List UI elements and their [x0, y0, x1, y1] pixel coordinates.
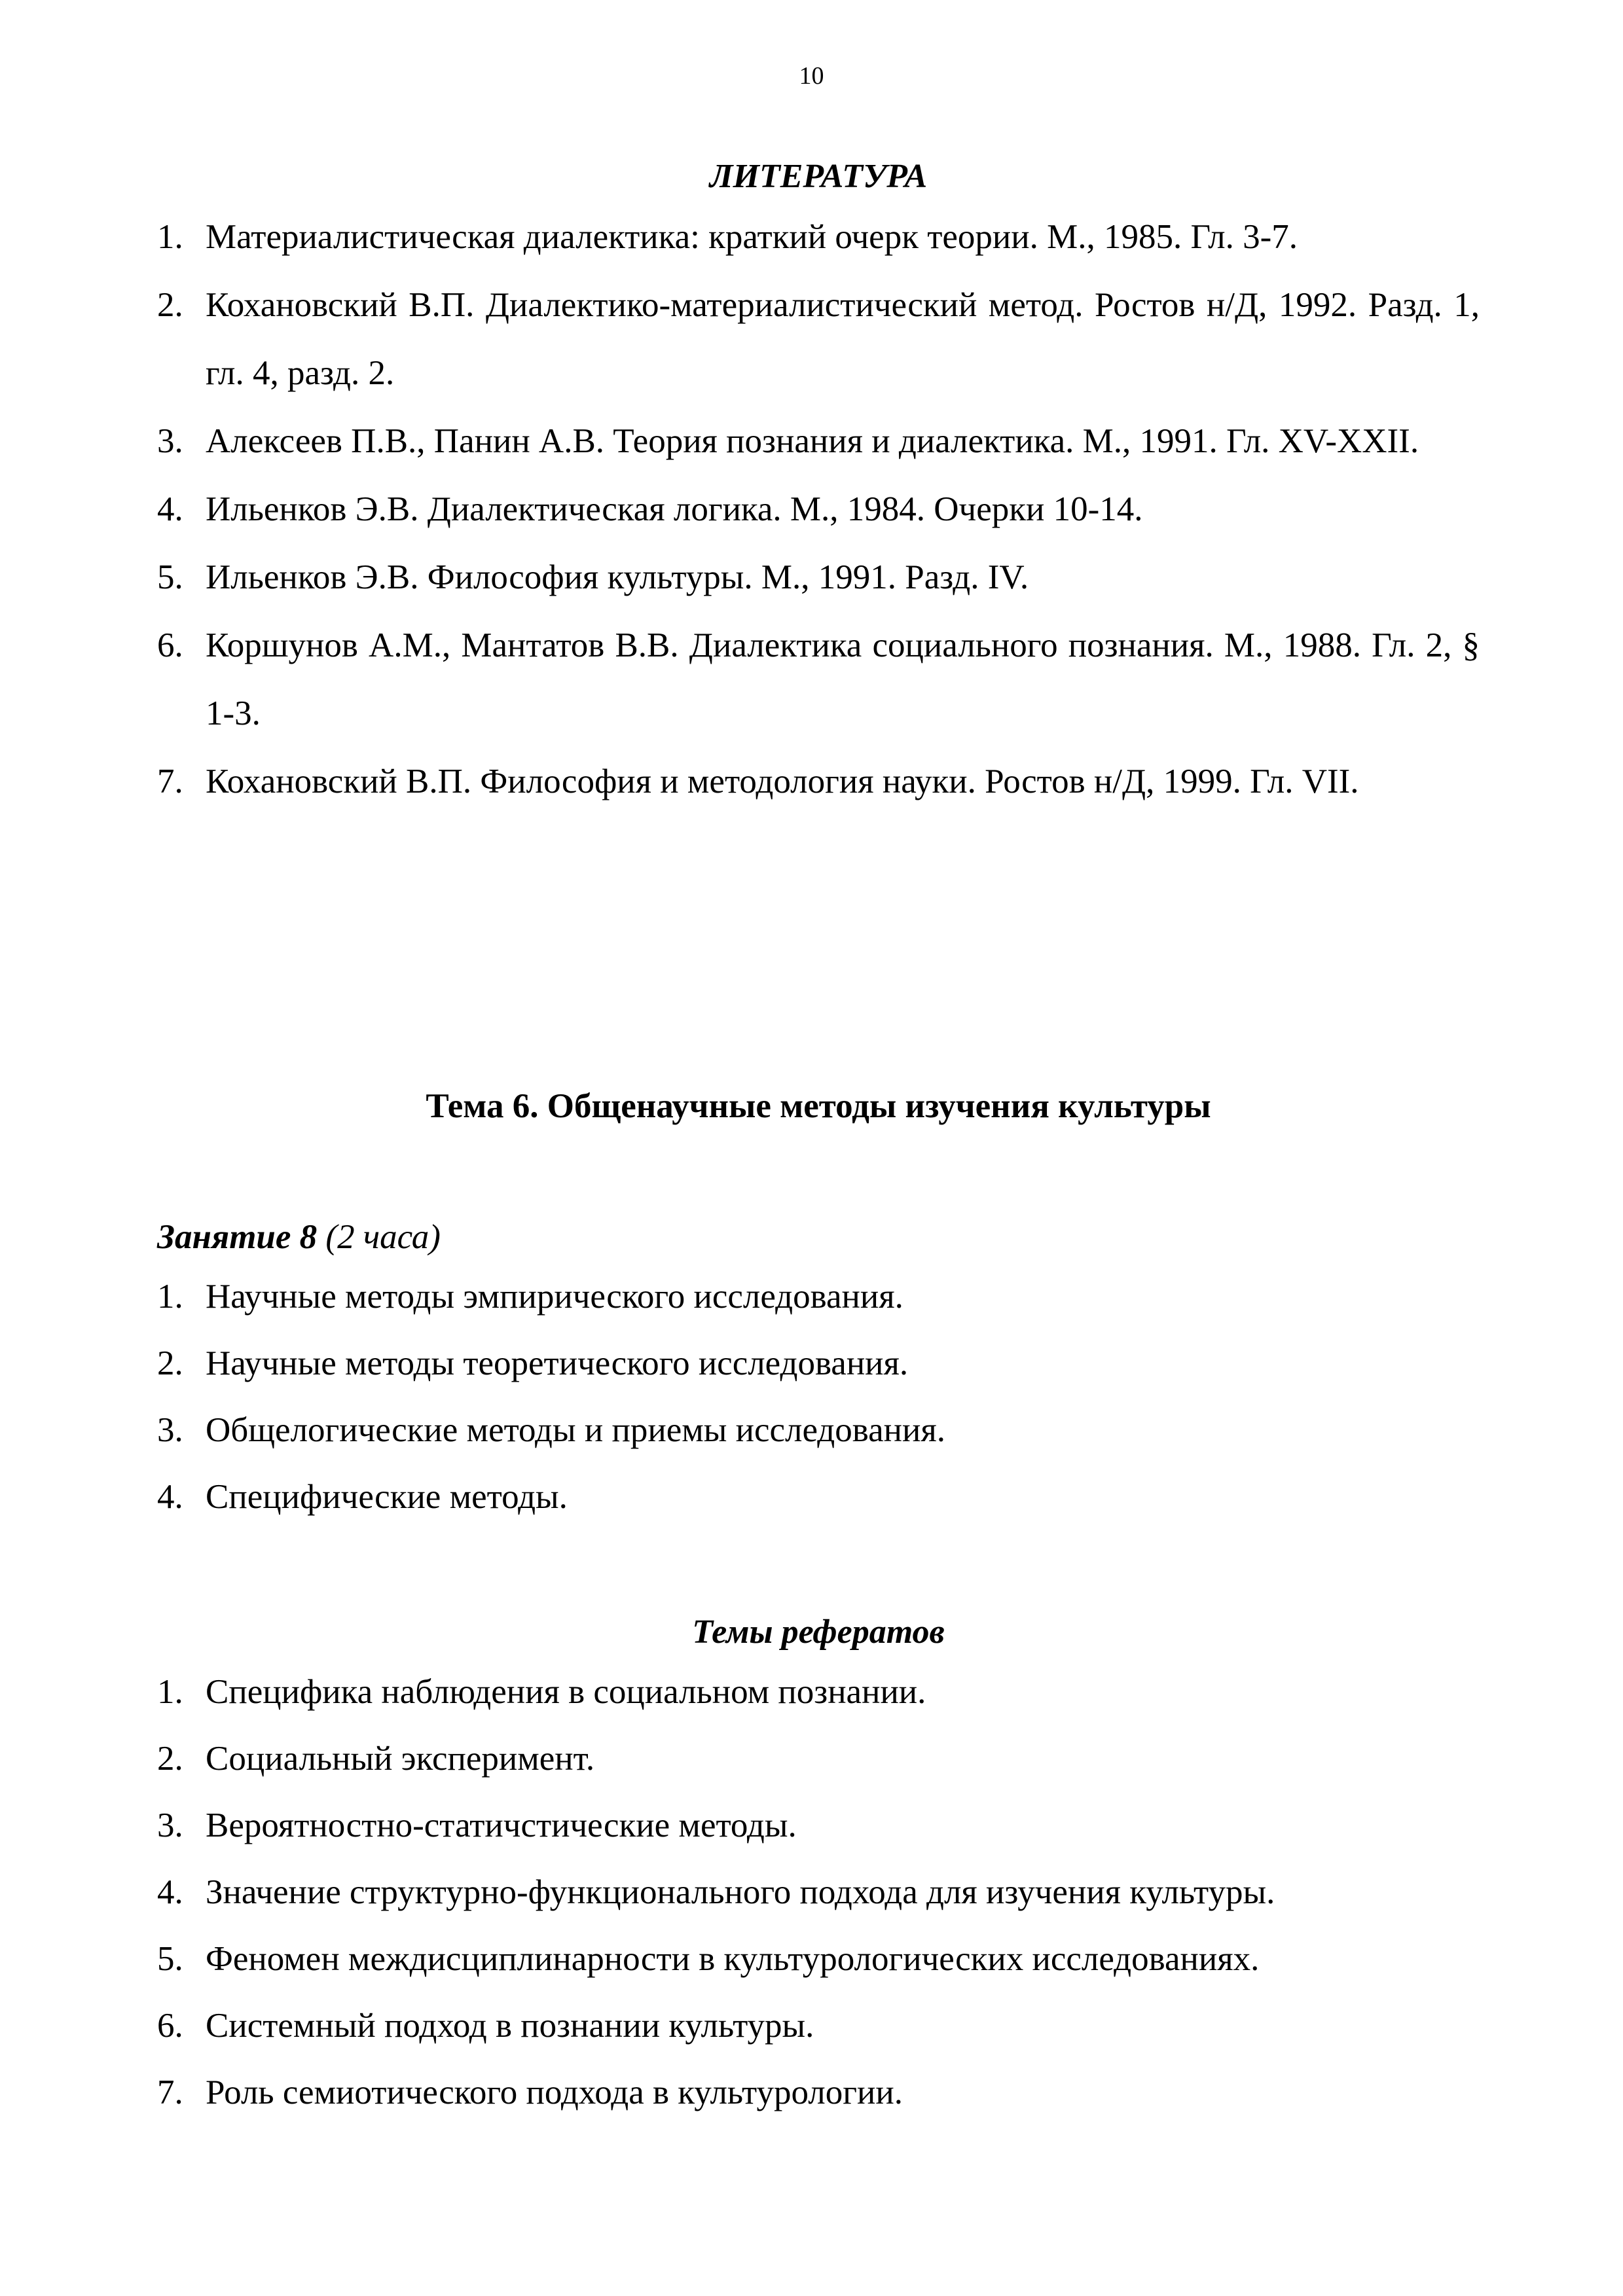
essay-topic — [157, 2059, 1480, 2126]
literature-item — [157, 271, 1480, 407]
lesson-question — [157, 1330, 1480, 1397]
item-number: 4. — [157, 490, 183, 528]
topic-section — [157, 1085, 1480, 1127]
item-text: Алексеев П.В., Панин А.В. Теория познания и диалектика. М., 1991. Гл. XV-XXII. — [206, 422, 1419, 460]
literature-item — [157, 747, 1480, 816]
lesson-question — [157, 1397, 1480, 1463]
essay-topic — [157, 1792, 1480, 1859]
item-number: 3. — [157, 422, 183, 460]
literature-item — [157, 611, 1480, 747]
item-number: 2. — [157, 286, 183, 324]
essay-topic — [157, 1926, 1480, 1992]
item-text: Материалистическая диалектика: краткий очерк теории. М., 1985. Гл. 3-7. — [206, 218, 1298, 256]
lesson-question — [157, 1463, 1480, 1530]
item-number: 1. — [157, 218, 183, 256]
item-number: 6. — [157, 626, 183, 664]
item-number: 4. — [157, 1873, 183, 1911]
lesson-question — [157, 1263, 1480, 1330]
literature-list — [157, 203, 1480, 816]
item-text: Социальный эксперимент. — [206, 1740, 595, 1778]
lesson-label: Занятие 8 — [157, 1218, 318, 1256]
item-text: Кохановский В.П. Философия и методология науки. Ростов н/Д, 1999. Гл. VII. — [206, 762, 1359, 800]
item-text: Роль семиотического подхода в культурологии. — [206, 2073, 903, 2111]
item-number: 1. — [157, 1673, 183, 1711]
item-number: 6. — [157, 2007, 183, 2045]
literature-section — [157, 156, 1480, 816]
item-text: Специфика наблюдения в социальном познании. — [206, 1673, 926, 1711]
item-text: Системный подход в познании культуры. — [206, 2007, 814, 2045]
item-text: Значение структурно-функционального подхода для изучения культуры. — [206, 1873, 1275, 1911]
item-number: 5. — [157, 1940, 183, 1978]
lesson-questions-list — [157, 1263, 1480, 1530]
item-number: 2. — [157, 1740, 183, 1778]
page-number: 10 — [799, 62, 824, 90]
item-text: Феномен междисциплинарности в культурологических исследованиях. — [206, 1940, 1260, 1978]
literature-item — [157, 543, 1480, 611]
lesson-duration: (2 часа) — [325, 1218, 441, 1256]
item-text: Ильенков Э.В. Диалектическая логика. М., 1984. Очерки 10-14. — [206, 490, 1143, 528]
item-number: 2. — [157, 1344, 183, 1382]
topic-title: Тема 6. Общенаучные методы изучения культуры — [426, 1087, 1211, 1125]
item-number: 7. — [157, 2073, 183, 2111]
literature-item — [157, 475, 1480, 543]
item-text: Научные методы теоретического исследования. — [206, 1344, 909, 1382]
item-text: Коршунов А.М., Мантатов В.В. Диалектика социального познания. М., 1988. Гл. 2, § 1-3. — [206, 626, 1480, 732]
essay-topic — [157, 1859, 1480, 1926]
item-number: 4. — [157, 1478, 183, 1516]
item-number: 7. — [157, 762, 183, 800]
item-text: Общелогические методы и приемы исследования. — [206, 1411, 945, 1449]
essays-section — [157, 1611, 1480, 2126]
literature-item — [157, 407, 1480, 475]
essays-heading: Темы рефератов — [692, 1613, 945, 1651]
literature-heading: ЛИТЕРАТУРА — [709, 158, 928, 195]
essay-topic — [157, 1659, 1480, 1725]
item-text: Специфические методы. — [206, 1478, 568, 1516]
item-number: 3. — [157, 1411, 183, 1449]
essay-topic — [157, 1992, 1480, 2059]
item-text: Кохановский В.П. Диалектико-материалистический метод. Ростов н/Д, 1992. Разд. 1, гл. 4, разд. 2. — [206, 286, 1480, 392]
item-text: Научные методы эмпирического исследования. — [206, 1278, 903, 1316]
essay-topic — [157, 1725, 1480, 1792]
lesson-heading — [157, 1216, 1480, 1258]
literature-item — [157, 203, 1480, 271]
item-number: 5. — [157, 558, 183, 596]
essay-topics-list — [157, 1659, 1480, 2126]
item-number: 1. — [157, 1278, 183, 1316]
item-text: Вероятностно-статичстические методы. — [206, 1806, 797, 1844]
item-text: Ильенков Э.В. Философия культуры. М., 1991. Разд. IV. — [206, 558, 1029, 596]
item-number: 3. — [157, 1806, 183, 1844]
lesson-section — [157, 1216, 1480, 1530]
